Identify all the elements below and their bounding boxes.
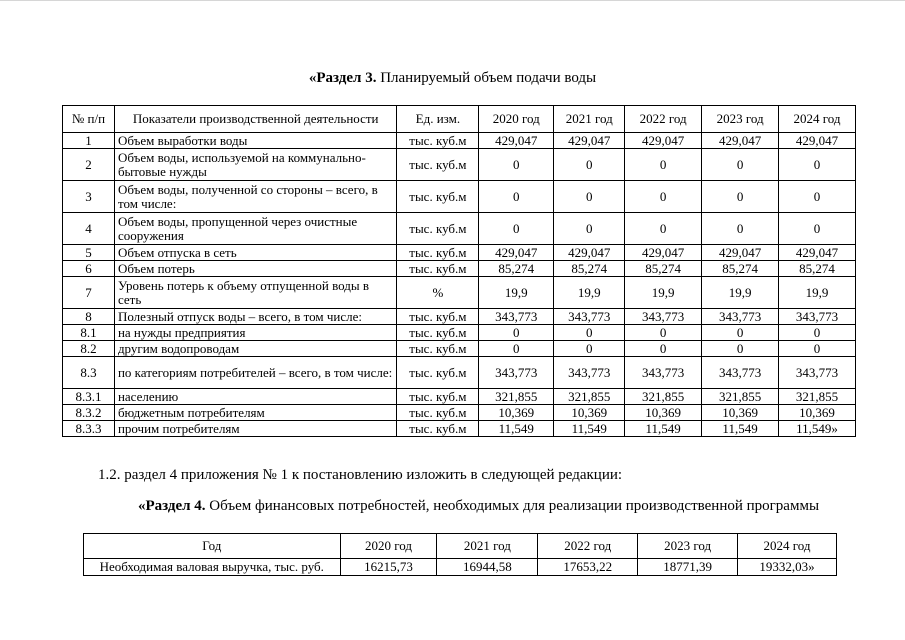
- year-value: 0: [779, 213, 856, 245]
- table-row: [63, 277, 856, 309]
- year-value: 19,9: [702, 277, 779, 309]
- table-row: [63, 405, 856, 421]
- table-row: [63, 149, 856, 181]
- indicator-name: Объем воды, пропущенной через очистные сооружения: [114, 213, 397, 245]
- section3-title-bold: «Раздел 3.: [308, 70, 377, 86]
- year-value: 19,9: [779, 277, 856, 309]
- unit: тыс. куб.м: [397, 341, 479, 357]
- year-value: 11,549: [479, 421, 554, 437]
- year-value: 0: [479, 341, 554, 357]
- year-value: 0: [702, 149, 779, 181]
- column-header: 2021 год: [554, 106, 625, 133]
- indicator-name: Объем потерь: [114, 261, 397, 277]
- table-row: [63, 341, 856, 357]
- year-value: 0: [702, 181, 779, 213]
- year-value: 343,773: [779, 357, 856, 389]
- column-header: 2024 год: [738, 534, 837, 559]
- section4-title-bold: «Раздел 4.: [137, 498, 206, 514]
- row-number: 6: [63, 261, 115, 277]
- column-header: 2022 год: [538, 534, 638, 559]
- table-row: [63, 389, 856, 405]
- table-row: [63, 261, 856, 277]
- year-value: 429,047: [554, 133, 625, 149]
- year-value: 343,773: [479, 309, 554, 325]
- year-value: 321,855: [554, 389, 625, 405]
- year-value: 0: [554, 325, 625, 341]
- section3-title-rest: Планируемый объем подачи воды: [376, 70, 597, 86]
- year-value: 85,274: [479, 261, 554, 277]
- table-row: [84, 559, 837, 576]
- indicator-name: другим водопроводам: [114, 341, 397, 357]
- row-number: 8: [63, 309, 115, 325]
- year-value: 0: [625, 213, 702, 245]
- indicator-name: населению: [114, 389, 397, 405]
- year-value: 429,047: [479, 133, 554, 149]
- year-value: 19,9: [479, 277, 554, 309]
- year-value: 0: [779, 149, 856, 181]
- column-header: № п/п: [63, 106, 115, 133]
- year-value: 0: [779, 181, 856, 213]
- unit: %: [397, 277, 479, 309]
- indicator-name: Объем воды, полученной со стороны – всего, в том числе:: [114, 181, 397, 213]
- row-number: 1: [63, 133, 115, 149]
- year-value: 429,047: [479, 245, 554, 261]
- year-value: 0: [779, 341, 856, 357]
- year-value: 85,274: [702, 261, 779, 277]
- row-number: 8.3.3: [63, 421, 115, 437]
- year-value: 429,047: [554, 245, 625, 261]
- unit: тыс. куб.м: [397, 405, 479, 421]
- table-header-row: [84, 534, 837, 559]
- year-value: 343,773: [702, 309, 779, 325]
- row-number: 8.1: [63, 325, 115, 341]
- indicator-name: прочим потребителям: [114, 421, 397, 437]
- section3-title: [0, 70, 905, 87]
- year-value: 429,047: [625, 245, 702, 261]
- year-value: 0: [625, 181, 702, 213]
- year-value: 0: [554, 181, 625, 213]
- year-value: 0: [479, 213, 554, 245]
- page-top-edge: [0, 0, 905, 1]
- year-value: 321,855: [779, 389, 856, 405]
- row-number: 2: [63, 149, 115, 181]
- year-value: 321,855: [625, 389, 702, 405]
- unit: тыс. куб.м: [397, 261, 479, 277]
- table-row: [63, 133, 856, 149]
- column-header: 2020 год: [340, 534, 437, 559]
- table-row: [63, 309, 856, 325]
- table-row: [63, 245, 856, 261]
- unit: тыс. куб.м: [397, 245, 479, 261]
- indicator-name: по категориям потребителей – всего, в том числе:: [114, 357, 397, 389]
- year-value: 0: [702, 325, 779, 341]
- section4-title: [0, 498, 905, 515]
- year-value: 11,549: [702, 421, 779, 437]
- year-value: 0: [554, 149, 625, 181]
- year-value: 321,855: [479, 389, 554, 405]
- unit: тыс. куб.м: [397, 389, 479, 405]
- year-value: 0: [554, 341, 625, 357]
- column-header: 2020 год: [479, 106, 554, 133]
- row-number: 3: [63, 181, 115, 213]
- year-value: 19332,03»: [738, 559, 837, 576]
- year-value: 343,773: [554, 357, 625, 389]
- year-value: 343,773: [479, 357, 554, 389]
- indicator-name: Объем выработки воды: [114, 133, 397, 149]
- financial-needs-table: [83, 533, 837, 576]
- table-row: [63, 357, 856, 389]
- indicator-name: Объем воды, используемой на коммунально-бытовые нужды: [114, 149, 397, 181]
- row-number: 7: [63, 277, 115, 309]
- year-value: 0: [479, 325, 554, 341]
- year-value: 0: [625, 325, 702, 341]
- column-header: 2023 год: [702, 106, 779, 133]
- year-value: 11,549: [625, 421, 702, 437]
- year-value: 16215,73: [340, 559, 437, 576]
- year-value: 0: [479, 149, 554, 181]
- year-value: 321,855: [702, 389, 779, 405]
- row-number: 4: [63, 213, 115, 245]
- year-value: 343,773: [779, 309, 856, 325]
- unit: тыс. куб.м: [397, 309, 479, 325]
- year-value: 10,369: [479, 405, 554, 421]
- year-value: 85,274: [554, 261, 625, 277]
- column-header: 2023 год: [638, 534, 738, 559]
- year-value: 0: [702, 341, 779, 357]
- year-value: 343,773: [625, 309, 702, 325]
- year-value: 343,773: [702, 357, 779, 389]
- column-header: 2021 год: [437, 534, 538, 559]
- unit: тыс. куб.м: [397, 133, 479, 149]
- unit: тыс. куб.м: [397, 149, 479, 181]
- column-header: Показатели производственной деятельности: [114, 106, 397, 133]
- year-value: 85,274: [625, 261, 702, 277]
- year-value: 0: [554, 213, 625, 245]
- indicator-name: Полезный отпуск воды – всего, в том числе:: [114, 309, 397, 325]
- year-value: 0: [625, 341, 702, 357]
- year-value: 19,9: [625, 277, 702, 309]
- year-value: 19,9: [554, 277, 625, 309]
- indicator-name: бюджетным потребителям: [114, 405, 397, 421]
- row-number: 8.3: [63, 357, 115, 389]
- year-value: 0: [702, 213, 779, 245]
- indicator-name: Уровень потерь к объему отпущенной воды в сеть: [114, 277, 397, 309]
- table-row: [63, 421, 856, 437]
- unit: тыс. куб.м: [397, 181, 479, 213]
- indicator-name: Объем отпуска в сеть: [114, 245, 397, 261]
- table-header-row: [63, 106, 856, 133]
- year-value: 16944,58: [437, 559, 538, 576]
- column-header: 2022 год: [625, 106, 702, 133]
- water-supply-table: [62, 105, 856, 437]
- column-header: 2024 год: [779, 106, 856, 133]
- row-label: Необходимая валовая выручка, тыс. руб.: [84, 559, 341, 576]
- year-value: 11,549: [554, 421, 625, 437]
- unit: тыс. куб.м: [397, 357, 479, 389]
- year-value: 10,369: [554, 405, 625, 421]
- year-value: 18771,39: [638, 559, 738, 576]
- year-value: 429,047: [625, 133, 702, 149]
- amendment-paragraph: 1.2. раздел 4 приложения № 1 к постановлению изложить в следующей редакции:: [98, 467, 623, 483]
- unit: тыс. куб.м: [397, 325, 479, 341]
- year-value: 343,773: [554, 309, 625, 325]
- year-value: 10,369: [702, 405, 779, 421]
- year-value: 0: [779, 325, 856, 341]
- row-number: 8.3.2: [63, 405, 115, 421]
- year-value: 429,047: [702, 245, 779, 261]
- indicator-name: на нужды предприятия: [114, 325, 397, 341]
- column-header: Год: [84, 534, 341, 559]
- year-value: 343,773: [625, 357, 702, 389]
- table-row: [63, 325, 856, 341]
- year-value: 429,047: [779, 245, 856, 261]
- row-number: 8.2: [63, 341, 115, 357]
- year-value: 10,369: [779, 405, 856, 421]
- unit: тыс. куб.м: [397, 213, 479, 245]
- year-value: 429,047: [779, 133, 856, 149]
- section4-title-rest: Объем финансовых потребностей, необходимых для реализации производственной программы: [205, 498, 820, 514]
- year-value: 11,549»: [779, 421, 856, 437]
- year-value: 17653,22: [538, 559, 638, 576]
- year-value: 429,047: [702, 133, 779, 149]
- row-number: 8.3.1: [63, 389, 115, 405]
- year-value: 85,274: [779, 261, 856, 277]
- year-value: 0: [479, 181, 554, 213]
- year-value: 0: [625, 149, 702, 181]
- year-value: 10,369: [625, 405, 702, 421]
- unit: тыс. куб.м: [397, 421, 479, 437]
- table-row: [63, 181, 856, 213]
- table-row: [63, 213, 856, 245]
- column-header: Ед. изм.: [397, 106, 479, 133]
- row-number: 5: [63, 245, 115, 261]
